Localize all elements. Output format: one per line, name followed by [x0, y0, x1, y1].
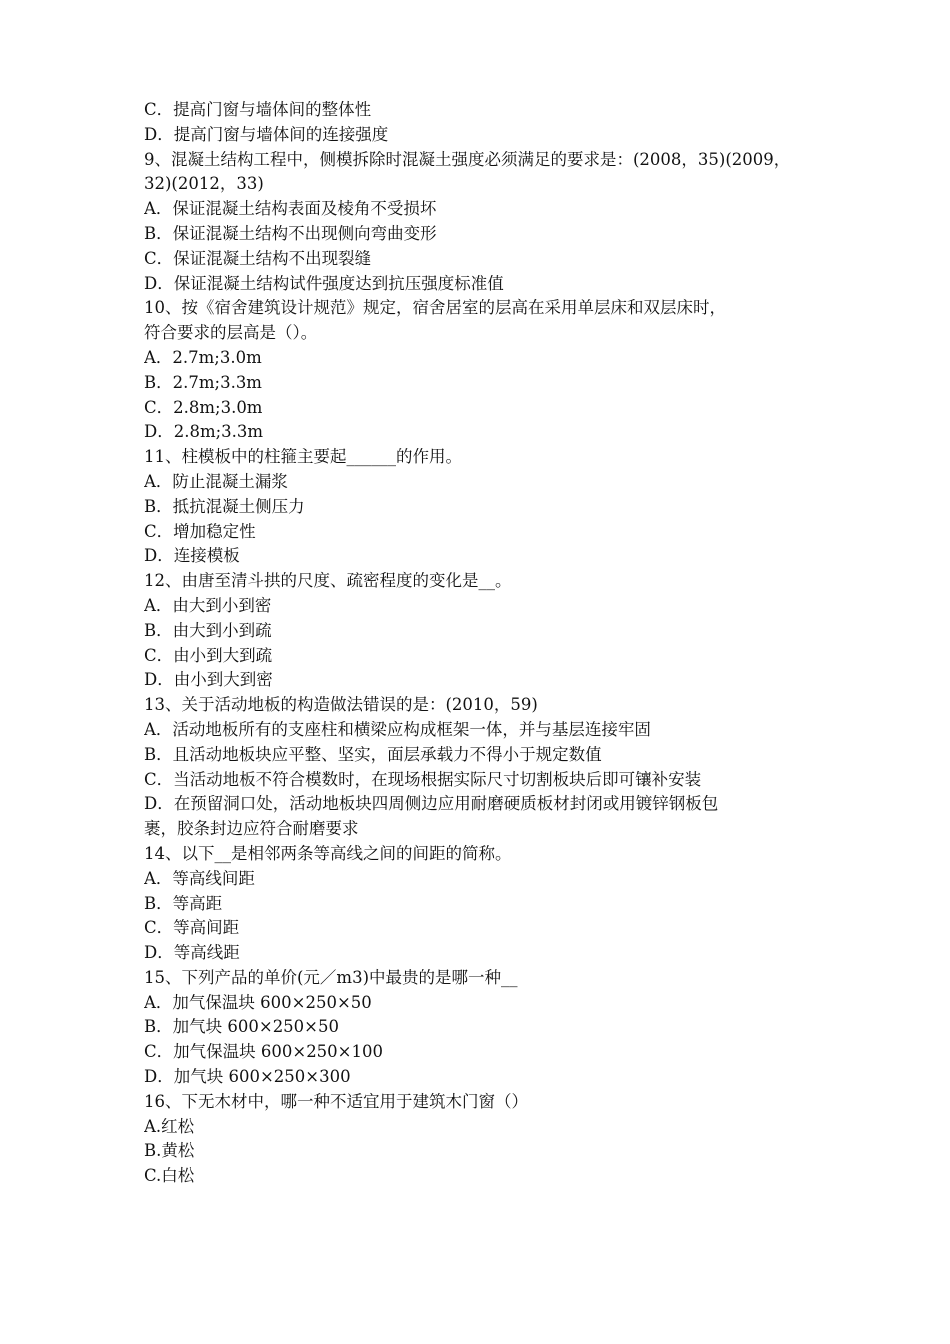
option-d: D．等高线距	[144, 943, 240, 963]
option-c: C．2.8m;3.0m	[144, 397, 263, 417]
question-11: 11、柱模板中的柱箍主要起______的作用。	[144, 447, 462, 467]
option-a: A．由大到小到密	[144, 595, 272, 615]
option-d: D．2.8m;3.3m	[144, 422, 264, 442]
option-b: B．由大到小到疏	[144, 620, 272, 640]
text-line: 32)(2012，33)	[144, 174, 264, 194]
option-a: A．2.7m;3.0m	[144, 347, 262, 367]
option-a: A．活动地板所有的支座柱和横梁应构成框架一体，并与基层连接牢固	[144, 719, 651, 739]
option-a: A．加气保温块 600×250×50	[144, 992, 372, 1012]
option-a: A．等高线间距	[144, 868, 255, 888]
option-b: B．抵抗混凝土侧压力	[144, 496, 305, 516]
option-b: B．保证混凝土结构不出现侧向弯曲变形	[144, 223, 437, 243]
option-a: A．保证混凝土结构表面及棱角不受损坏	[144, 199, 437, 219]
option-d: D．在预留洞口处，活动地板块四周侧边应用耐磨硬质板材封闭或用镀锌钢板包	[144, 794, 719, 814]
question-14: 14、以下__是相邻两条等高线之间的间距的简称。	[144, 843, 512, 863]
option-c: C.白松	[144, 1166, 195, 1186]
option-b: B．2.7m;3.3m	[144, 372, 262, 392]
question-16: 16、下无木材中，哪一种不适宜用于建筑木门窗（）	[144, 1091, 528, 1111]
option-c: C．等高间距	[144, 918, 240, 938]
option-c: C．加气保温块 600×250×100	[144, 1042, 384, 1062]
question-10: 10、按《宿舍建筑设计规范》规定，宿舍居室的层高在采用单层床和双层床时，	[144, 298, 726, 318]
option-c: C．由小到大到疏	[144, 645, 273, 665]
question-12: 12、由唐至清斗拱的尺度、疏密程度的变化是__。	[144, 571, 512, 591]
question-9: 9、混凝土结构工程中，侧模拆除时混凝土强度必须满足的要求是：(2008，35)(2009，	[144, 149, 791, 169]
question-15: 15、下列产品的单价(元／m3)中最贵的是哪一种__	[144, 967, 518, 987]
option-d: D．连接模板	[144, 546, 240, 566]
text-line: 符合要求的层高是（）。	[144, 323, 318, 343]
text-line: C．提高门窗与墙体间的整体性	[144, 100, 372, 119]
option-d: D．由小到大到密	[144, 670, 273, 690]
option-d: D．保证混凝土结构试件强度达到抗压强度标准值	[144, 273, 504, 293]
option-b: B．等高距	[144, 893, 223, 913]
question-13: 13、关于活动地板的构造做法错误的是：(2010，59)	[144, 695, 538, 715]
option-b: B．且活动地板块应平整、坚实，面层承载力不得小于规定数值	[144, 744, 602, 764]
option-b: B．加气块 600×250×50	[144, 1017, 340, 1037]
text-line: 裹，胶条封边应符合耐磨要求	[144, 819, 359, 839]
option-b: B.黄松	[144, 1141, 195, 1161]
option-c: C．保证混凝土结构不出现裂缝	[144, 248, 372, 268]
option-d: D．加气块 600×250×300	[144, 1067, 351, 1087]
option-a: A．防止混凝土漏浆	[144, 471, 288, 491]
text-line: D．提高门窗与墙体间的连接强度	[144, 124, 389, 144]
option-c: C．当活动地板不符合模数时，在现场根据实际尺寸切割板块后即可镶补安装	[144, 769, 702, 789]
option-a: A.红松	[144, 1116, 195, 1136]
document-page	[144, 98, 824, 1189]
option-c: C．增加稳定性	[144, 521, 256, 541]
